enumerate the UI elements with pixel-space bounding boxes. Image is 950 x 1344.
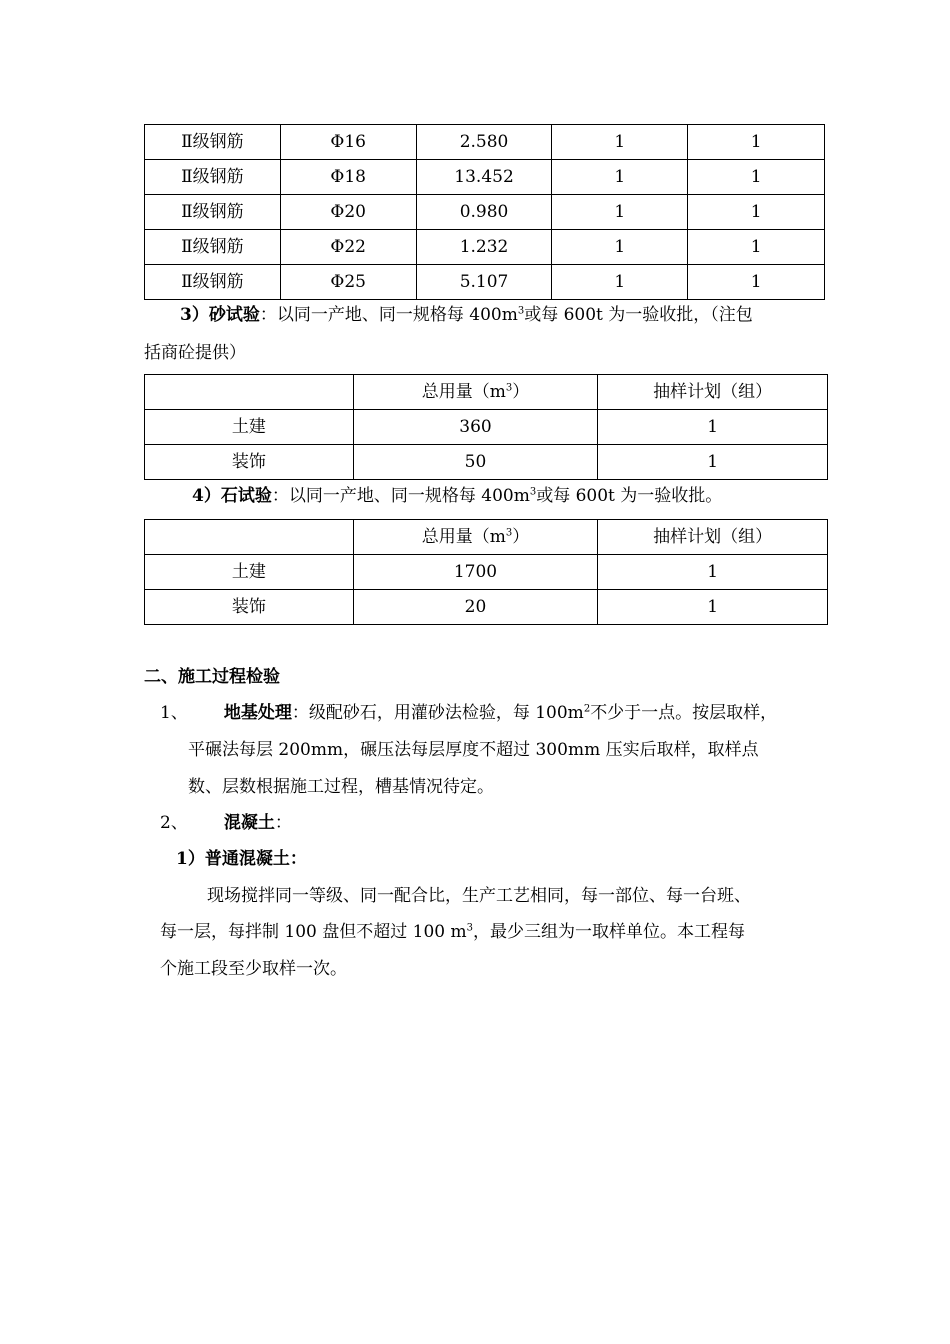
table-cell: 总用量$(m^3)$: [353, 375, 598, 410]
table-row: [145, 125, 825, 160]
table-cell: 50: [353, 445, 598, 480]
table-cell: 1: [598, 410, 828, 445]
table-row: [145, 230, 825, 265]
sand-test-paragraph: [180, 297, 753, 333]
sand-text-c: 括商砼提供）: [144, 343, 246, 363]
table-row: [145, 590, 828, 625]
sand-text-a: ：以同一产地、同一规格每 400m: [259, 305, 518, 325]
table-cell: 1: [552, 265, 688, 300]
superscript: 3: [517, 305, 525, 317]
table-cell: 抽样计划（组）: [598, 375, 828, 410]
paragraph-text: ，最少三组为一取样单位。本工程每: [473, 922, 746, 942]
sand-test-heading: 3）砂试验: [180, 305, 260, 325]
paragraph-line-1: 现场搅拌同一等级、同一配合比，生产工艺相同，每一部位、每一台班、: [207, 886, 751, 906]
paragraph-line-2: [160, 914, 745, 950]
item-text: 不少于一点。按层取样，: [590, 703, 778, 723]
table-cell: 1: [688, 195, 825, 230]
table-row: [145, 160, 825, 195]
table-cell: Φ16: [280, 125, 416, 160]
sand-text-b: 或每 600t 为一验收批，（注包: [524, 305, 753, 325]
stone-test-paragraph: [192, 478, 722, 514]
table-cell: Φ25: [280, 265, 416, 300]
table-cell: Ⅱ级钢筋: [145, 195, 281, 230]
table-cell: 1: [598, 445, 828, 480]
table-cell: 13.452: [416, 160, 552, 195]
table-row: [145, 445, 828, 480]
superscript: 3: [505, 527, 513, 539]
table-cell: 1: [688, 160, 825, 195]
item-2-line: [160, 805, 292, 841]
item-1-line-3: 数、层数根据施工过程，槽基情况待定。: [188, 777, 494, 797]
rebar-table: [144, 124, 825, 300]
table-cell: Φ20: [280, 195, 416, 230]
sand-table: [144, 374, 828, 480]
table-cell: 20: [353, 590, 598, 625]
table-cell: Ⅱ级钢筋: [145, 265, 281, 300]
table-cell: Ⅱ级钢筋: [145, 160, 281, 195]
table-row: [145, 195, 825, 230]
table-cell: Ⅱ级钢筋: [145, 125, 281, 160]
superscript: 3: [466, 922, 474, 934]
table-cell: 1: [552, 160, 688, 195]
table-header-row: [145, 375, 828, 410]
table-cell: 1: [688, 230, 825, 265]
table-cell: 装饰: [145, 445, 354, 480]
item-1-line-1: [160, 695, 777, 731]
stone-table: [144, 519, 828, 625]
item-number: 1、: [160, 703, 188, 723]
stone-text-a: ：以同一产地、同一规格每 400m: [271, 486, 530, 506]
stone-test-heading: 4）石试验: [192, 486, 272, 506]
paragraph-text: 每一层，每拌制 100 盘但不超过 100 m: [160, 922, 467, 942]
table-cell: [145, 375, 354, 410]
superscript: 3: [529, 486, 537, 498]
table-cell: 1: [552, 125, 688, 160]
table-cell: Φ22: [280, 230, 416, 265]
table-cell: 2.580: [416, 125, 552, 160]
table-cell: 360: [353, 410, 598, 445]
table-cell: 0.980: [416, 195, 552, 230]
sand-test-paragraph-cont: [144, 335, 246, 371]
stone-text-b: 或每 600t 为一验收批。: [536, 486, 723, 506]
item-label: 地基处理: [223, 703, 292, 723]
table-row: [145, 410, 828, 445]
table-cell: 1: [688, 265, 825, 300]
table-cell: 抽样计划（组）: [598, 520, 828, 555]
item-label: 混凝土: [223, 813, 275, 833]
table-cell: 1700: [353, 555, 598, 590]
table-row: [145, 265, 825, 300]
table-cell: 1: [552, 195, 688, 230]
table-cell: 1: [598, 590, 828, 625]
paragraph-line-3: 个施工段至少取样一次。: [160, 959, 347, 979]
superscript: 3: [505, 382, 513, 394]
item-text: ：: [274, 813, 292, 833]
table-cell: 1: [598, 555, 828, 590]
item-number: 2、: [160, 813, 188, 833]
item-1-line-2: 平碾法每层 200mm，碾压法每层厚度不超过 300mm 压实后取样，取样点: [188, 740, 759, 760]
table-cell: 5.107: [416, 265, 552, 300]
table-cell: Φ18: [280, 160, 416, 195]
table-cell: 1: [552, 230, 688, 265]
item-text: ：级配砂石，用灌砂法检验，每 100m: [291, 703, 584, 723]
table-cell: Ⅱ级钢筋: [145, 230, 281, 265]
table-cell: 土建: [145, 410, 354, 445]
table-header-row: [145, 520, 828, 555]
superscript: 2: [583, 703, 591, 715]
table-cell: 1.232: [416, 230, 552, 265]
table-cell: 装饰: [145, 590, 354, 625]
section-title: 二、施工过程检验: [144, 667, 280, 687]
table-cell: [145, 520, 354, 555]
table-cell: 总用量$(m^3)$: [353, 520, 598, 555]
table-cell: 1: [688, 125, 825, 160]
table-cell: 土建: [145, 555, 354, 590]
table-row: [145, 555, 828, 590]
sub-heading: 1）普通混凝土：: [176, 849, 307, 869]
